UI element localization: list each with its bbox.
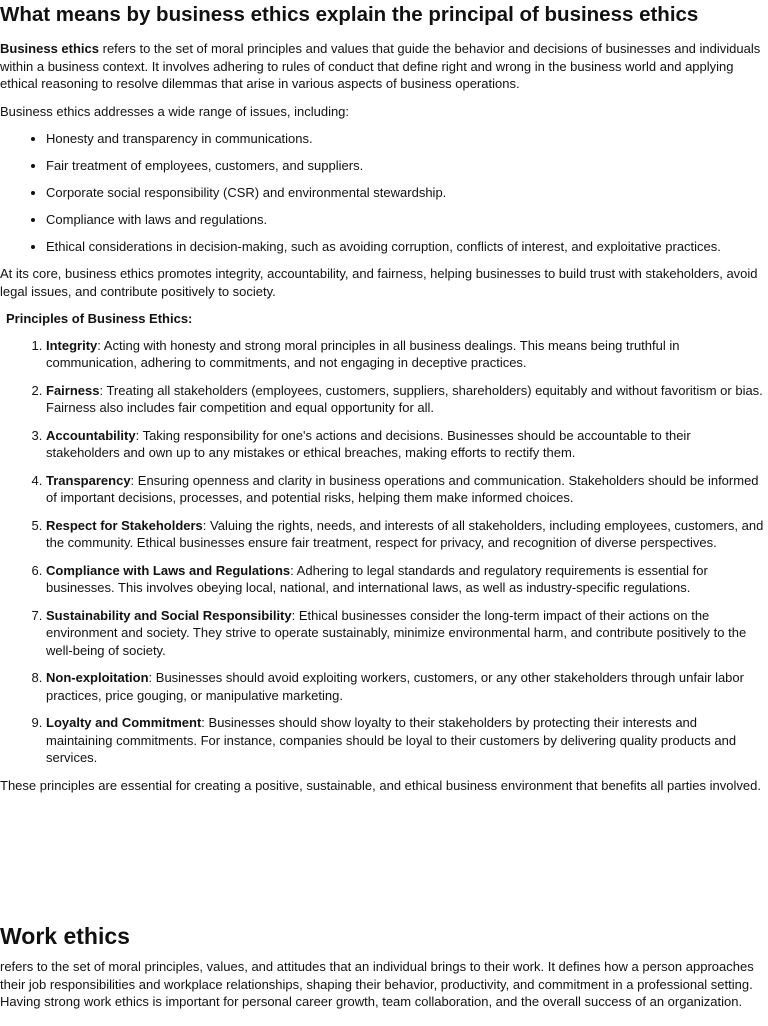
list-item: • Fair treatment of employees, customers, and suppliers. [46, 157, 764, 175]
list-item: • Compliance with laws and regulations. [46, 211, 764, 229]
principle-term: Respect for Stakeholders [46, 517, 203, 533]
principles-list [0, 337, 764, 767]
intro-text: refers to the set of moral principles and values that guide the behavior and decisions of businesses and individuals within a business context. It involves adhering to rules of conduct that define right and wrong in the business world and applying ethical reasoning to resolve dilemmas that arise in various aspects of business operations. [0, 41, 761, 91]
list-item [46, 472, 764, 507]
issues-list [0, 130, 764, 256]
page-title: What means by business ethics explain the principal of business ethics [0, 3, 699, 26]
principle-text: : Ensuring openness and clarity in business operations and communication. Stakeholders should be informed of important decisions, processes, and potential risks, helping them make informed choices. [46, 472, 759, 505]
list-item [46, 607, 764, 660]
principle-text: : Acting with honesty and strong moral principles in all business dealings. This means being truthful in communication, adhering to commitments, and not engaging in deceptive practices. [46, 337, 680, 370]
list-item [46, 562, 764, 597]
principle-term: Non-exploitation [46, 670, 149, 685]
list-item: • Corporate social responsibility (CSR) and environmental stewardship. [46, 184, 764, 202]
principle-term: Loyalty and Commitment [46, 715, 202, 730]
closing-paragraph: These principles are essential for creating a positive, sustainable, and ethical business environment that benefits all parties involved. [0, 777, 761, 793]
list-item [46, 517, 764, 552]
principle-term: Sustainability and Social Responsibility [46, 607, 292, 623]
document [0, 2, 764, 1011]
section-title-work-ethics: Work ethics [0, 923, 130, 949]
principle-text: : Ethical businesses consider the long-term impact of their actions on the environment and society. They strive to operate sustainably, minimize environmental harm, and contribute positively to the well-being of society. [46, 607, 747, 658]
principle-text: : Taking responsibility for one's actions and decisions. Businesses should be accountable to their stakeholders and own up to any mistakes or ethical breaches, making efforts to rectify them. [46, 427, 691, 460]
core-paragraph: At its core, business ethics promotes integrity, accountability, and fairness, helping businesses to build trust with stakeholders, avoid legal issues, and contribute positively to society. [0, 266, 758, 299]
principles-heading: Principles of Business Ethics: [6, 311, 193, 326]
intro-paragraph [0, 40, 764, 93]
principle-text: : Businesses should avoid exploiting workers, customers, or any other stakeholders through unfair labor practices, price gouging, or manipulative marketing. [46, 670, 744, 703]
list-item: • Honesty and transparency in communications. [46, 130, 764, 148]
principle-text: : Businesses should show loyalty to their stakeholders by protecting their interests and maintaining commitments. For instance, companies should be loyal to their customers by delivering quality products and services. [46, 715, 737, 765]
principle-term: Transparency [46, 472, 131, 488]
work-ethics-paragraph: refers to the set of moral principles, values, and attitudes that an individual brings to their work. It defines how a person approaches their job responsibilities and workplace relationships, shaping their behavior, productivity, and commitment in a professional setting. Having strong work ethics is important for personal career growth, team collaboration, and the overall success of an organization. [0, 959, 754, 1009]
section-spacer [0, 804, 764, 922]
principle-term: Fairness [46, 382, 100, 398]
list-item [46, 714, 764, 767]
issues-lead: Business ethics addresses a wide range of issues, including: [0, 103, 350, 119]
principle-text: : Adhering to legal standards and regulatory requirements is essential for businesses. This involves obeying local, national, and international laws, as well as industry-specific regulations. [46, 562, 708, 595]
list-item [46, 337, 764, 372]
principle-term: Accountability [46, 427, 136, 443]
principle-text: : Treating all stakeholders (employees, customers, suppliers, shareholders) equitably and without favoritism or bias. Fairness also includes fair competition and equal opportunity for all. [46, 382, 763, 415]
principle-term: Integrity [46, 337, 98, 353]
list-item [46, 669, 764, 704]
principle-term: Compliance with Laws and Regulations [46, 562, 291, 578]
principle-text: : Valuing the rights, needs, and interests of all stakeholders, including employees, customers, and the community. Ethical businesses ensure fair treatment, respect for privacy, and recognition of diverse perspectives. [46, 517, 764, 550]
list-item [46, 427, 764, 462]
list-item: • Ethical considerations in decision-making, such as avoiding corruption, conflicts of interest, and exploitative practices. [46, 238, 764, 256]
intro-term: Business ethics [0, 41, 99, 56]
list-item [46, 382, 764, 417]
